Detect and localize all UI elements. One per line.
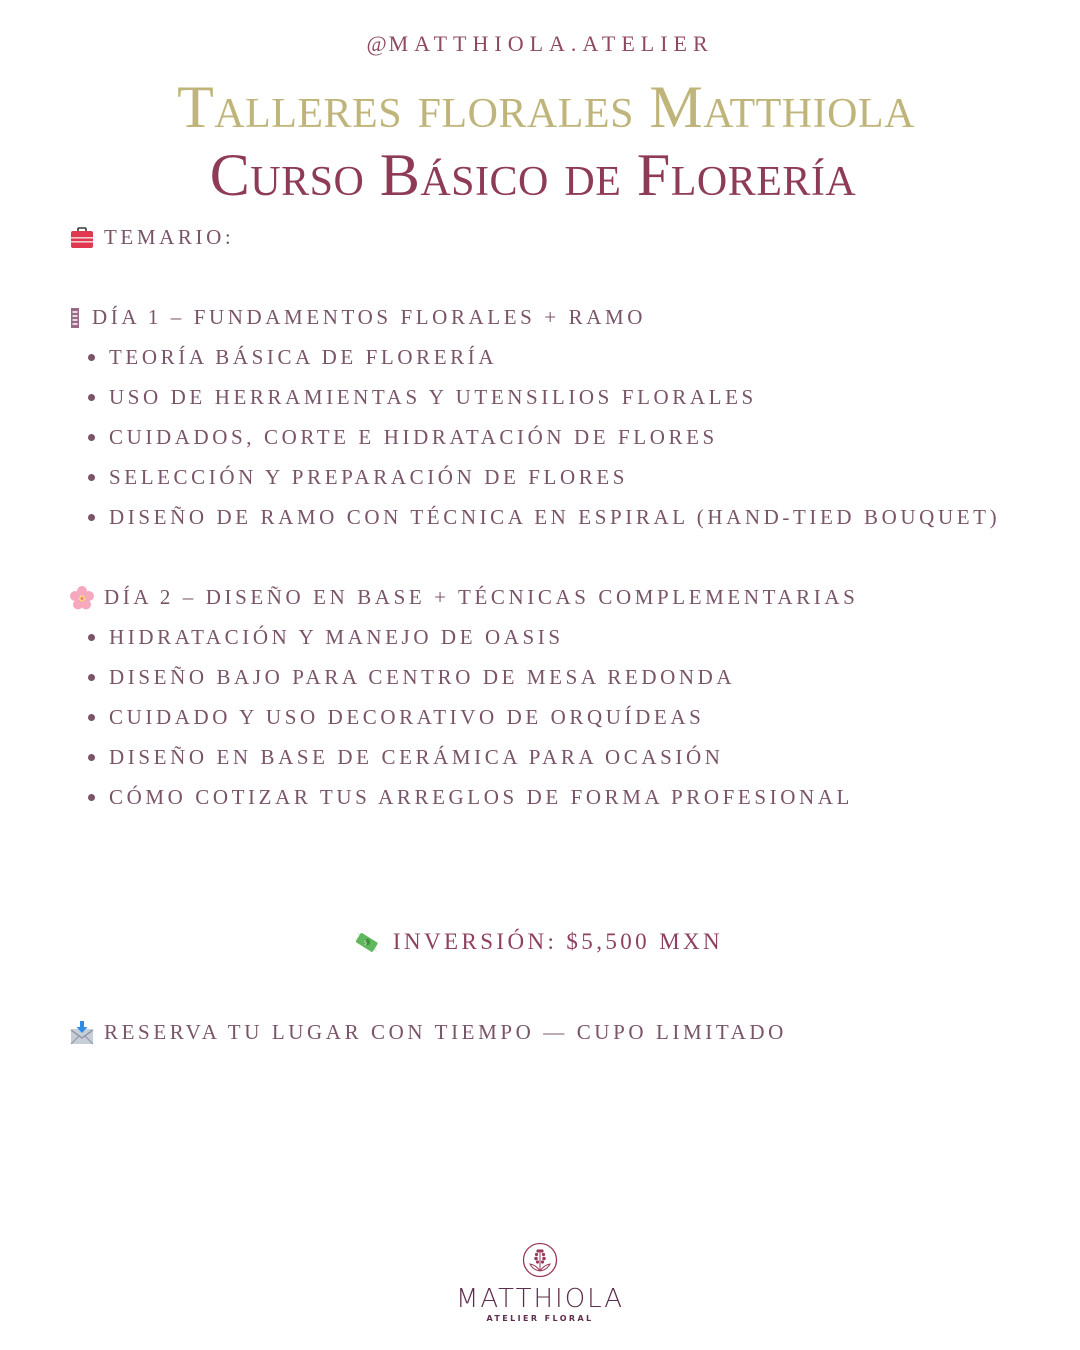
topic-text: HIDRATACIÓN Y MANEJO DE OASIS: [109, 625, 564, 649]
bullet-icon: [88, 394, 95, 401]
reservation-cta: [70, 1020, 787, 1045]
handle-text: MATTHIOLA.ATELIER: [388, 31, 714, 56]
day-2-heading: [70, 585, 858, 610]
topic-item: [88, 745, 724, 770]
topic-item: [88, 705, 704, 730]
bullet-icon: [88, 474, 95, 481]
cherry-blossom-icon: [70, 586, 94, 610]
bullet-icon: [88, 514, 95, 521]
toolbox-icon: [70, 226, 94, 250]
page-subtitle: Curso Básico de Florería: [209, 142, 857, 208]
bullet-icon: [88, 674, 95, 681]
topic-text: CUIDADOS, CORTE E HIDRATACIÓN DE FLORES: [109, 425, 718, 449]
bullet-icon: [88, 754, 95, 761]
cta-text: RESERVA TU LUGAR CON TIEMPO — CUPO LIMITADO: [104, 1020, 787, 1044]
svg-text:$: $: [363, 939, 371, 947]
bullet-icon: [88, 794, 95, 801]
brand-logo: [0, 1242, 1080, 1323]
day-1-title: DÍA 1 – FUNDAMENTOS FLORALES + RAMO: [92, 305, 646, 329]
topic-text: DISEÑO DE RAMO CON TÉCNICA EN ESPIRAL (HAND-TIED BOUQUET): [109, 505, 1001, 529]
topic-text: DISEÑO BAJO PARA CENTRO DE MESA REDONDA: [109, 665, 736, 689]
topic-item: [88, 425, 718, 450]
topic-text: SELECCIÓN Y PREPARACIÓN DE FLORES: [109, 465, 629, 489]
topic-item: [88, 665, 735, 690]
bullet-icon: [88, 714, 95, 721]
bullet-icon: [88, 354, 95, 361]
topic-text: DISEÑO EN BASE DE CERÁMICA PARA OCASIÓN: [109, 745, 724, 769]
day-2-title: DÍA 2 – DISEÑO EN BASE + TÉCNICAS COMPLEMENTARIAS: [104, 585, 859, 609]
logo-name: MATTHIOLA: [455, 1284, 625, 1314]
price-line: [0, 928, 1080, 956]
topic-item: [88, 385, 757, 410]
syllabus-heading-text: TEMARIO:: [104, 225, 235, 249]
topic-item: [88, 505, 1000, 530]
instagram-handle: [0, 31, 1080, 57]
syllabus-heading: [70, 225, 234, 250]
topic-item: [88, 345, 497, 370]
matthiola-flower-icon: [522, 1242, 558, 1278]
topic-text: CUIDADO Y USO DECORATIVO DE ORQUÍDEAS: [109, 705, 705, 729]
price-text: INVERSIÓN: $5,500 MXN: [392, 929, 724, 954]
topic-item: [88, 785, 853, 810]
bullet-icon: [88, 634, 95, 641]
topic-item: [88, 465, 628, 490]
topic-text: CÓMO COTIZAR TUS ARREGLOS DE FORMA PROFESIONAL: [109, 785, 853, 809]
envelope-download-icon: [70, 1021, 94, 1045]
bullet-icon: [88, 434, 95, 441]
topic-text: USO DE HERRAMIENTAS Y UTENSILIOS FLORALES: [109, 385, 757, 409]
page-title: Talleres florales Matthiola: [177, 74, 915, 140]
topic-text: TEORÍA BÁSICA DE FLORERÍA: [109, 345, 498, 369]
day-1-heading: [70, 305, 646, 330]
logo-tagline: ATELIER FLORAL: [486, 1314, 594, 1323]
topic-item: [88, 625, 564, 650]
calendar-icon: [70, 306, 80, 330]
money-with-wings-icon: [353, 928, 381, 956]
at-symbol: @: [366, 31, 387, 56]
